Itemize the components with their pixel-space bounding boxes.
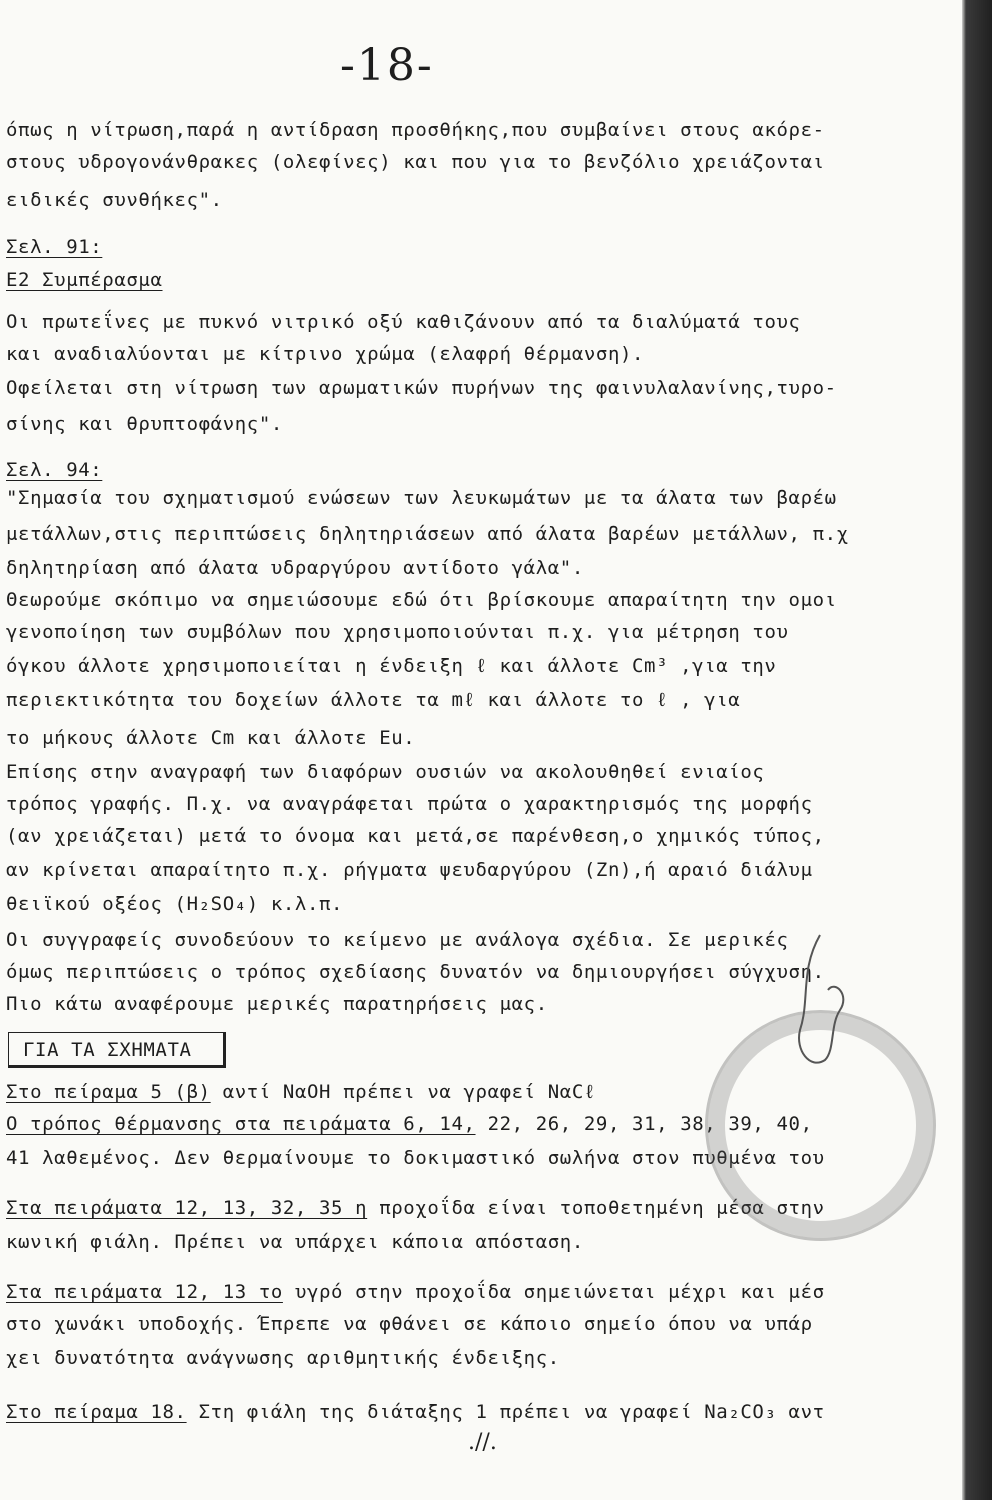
- text-line: "Σημασία του σχηματισμού ενώσεων των λευκωμάτων με τα άλατα των βαρέω: [6, 487, 837, 509]
- text-line: [6, 1400, 825, 1424]
- section-heading-box: [8, 1032, 226, 1068]
- text-line: [6, 1112, 813, 1136]
- text-line: δηλητηρίαση από άλατα υδραργύρου αντίδοτο γάλα".: [6, 557, 584, 579]
- text-line: (αν χρειάζεται) μετά το όνομα και μετά,σε παρένθεση,ο χημικός τύπος,: [6, 825, 825, 847]
- section-heading: ΓΙΑ ΤΑ ΣΧΗΜΑΤΑ: [23, 1039, 192, 1061]
- line-rest: προχοΐδα είναι τοποθετημένη μέσα στην: [367, 1197, 825, 1219]
- binding-edge: [962, 0, 992, 1500]
- underlined-reference: Στο πείραμα 5 (β): [6, 1081, 211, 1103]
- text-line: γενοποίηση των συμβόλων που χρησιμοποιούνται π.χ. για μέτρηση του: [6, 621, 789, 643]
- text-line: Πιο κάτω αναφέρουμε μερικές παρατηρήσεις μας.: [6, 993, 548, 1015]
- text-line: όμως περιπτώσεις ο τρόπος σχεδίασης δυνατόν να δημιουργήσει σύγχυση.: [6, 961, 825, 983]
- text-line: κωνική φιάλη. Πρέπει να υπάρχει κάποια απόσταση.: [6, 1231, 584, 1253]
- handwritten-signature: [780, 930, 860, 1080]
- text-line: θειϊκού οξέος (H₂SO₄) κ.λ.π.: [6, 893, 344, 915]
- text-line: [6, 1280, 825, 1304]
- line-rest: αντί ΝαΟΗ πρέπει να γραφεί ΝαCℓ: [210, 1081, 596, 1103]
- line-rest: Στη φιάλη της διάταξης 1 πρέπει να γραφεί Na₂CO₃ αντ: [186, 1401, 825, 1423]
- text-line: στους υδρογονάνθρακες (ολεφίνες) και που για το βενζόλιο χρειάζονται: [6, 151, 825, 173]
- text-line: Σελ. 91:: [6, 236, 103, 258]
- text-line: Θεωρούμε σκόπιμο να σημειώσουμε εδώ ότι βρίσκουμε απαραίτητη την ομοι: [6, 589, 837, 611]
- text-line: [6, 1080, 596, 1104]
- text-line: αν κρίνεται απαραίτητο π.χ. ρήγματα ψευδαργύρου (Zn),ή αραιό διάλυμ: [6, 859, 813, 881]
- text-line: στο χωνάκι υποδοχής. Έπρεπε να φθάνει σε κάποιο σημείο όπου να υπάρ: [6, 1313, 813, 1335]
- text-line: και αναδιαλύονται με κίτρινο χρώμα (ελαφρή θέρμανση).: [6, 343, 645, 365]
- text-line: περιεκτικότητα του δοχείων άλλοτε τα mℓ και άλλοτε το ℓ , για: [6, 689, 741, 711]
- text-line: Ε2 Συμπέρασμα: [6, 269, 163, 291]
- line-rest: υγρό στην προχοΐδα σημειώνεται μέχρι και μέσ: [282, 1281, 825, 1303]
- underlined-reference: Στα πειράματα 12, 13 το: [6, 1281, 283, 1303]
- text-line: Σελ. 94:: [6, 459, 103, 481]
- text-line: μετάλλων,στις περιπτώσεις δηλητηριάσεων από άλατα βαρέων μετάλλων, π.χ: [6, 523, 849, 545]
- underlined-reference: Στο πείραμα 18.: [6, 1401, 187, 1423]
- line-rest: 22, 26, 29, 31, 38, 39, 40,: [475, 1113, 813, 1135]
- page-number: -18-: [340, 40, 434, 91]
- underlined-reference: Στα πειράματα 12, 13, 32, 35 η: [6, 1197, 368, 1219]
- text-line: Οφείλεται στη νίτρωση των αρωματικών πυρήνων της φαινυλαλανίνης,τυρο-: [6, 377, 837, 399]
- text-line: όγκου άλλοτε χρησιμοποιείται η ένδειξη ℓ και άλλοτε Cm³ ,για την: [6, 655, 777, 677]
- text-line: όπως η νίτρωση,παρά η αντίδραση προσθήκης,που συμβαίνει στους ακόρε-: [6, 119, 825, 141]
- text-line: Οι πρωτεΐνες με πυκνό νιτρικό οξύ καθιζάνουν από τα διαλύματά τους: [6, 311, 801, 333]
- text-line: σίνης και θρυπτοφάνης".: [6, 413, 283, 435]
- text-line: Οι συγγραφείς συνοδεύουν το κείμενο με ανάλογα σχέδια. Σε μερικές: [6, 929, 789, 951]
- page-footer-mark: .//.: [468, 1430, 497, 1455]
- text-line: ειδικές συνθήκες".: [6, 189, 223, 211]
- text-line: Επίσης στην αναγραφή των διαφόρων ουσιών να ακολουθηθεί ενιαίος: [6, 761, 765, 783]
- text-line: 41 λαθεμένος. Δεν θερμαίνουμε το δοκιμαστικό σωλήνα στον πυθμένα του: [6, 1147, 825, 1169]
- text-line: χει δυνατότητα ανάγνωσης αριθμητικής ένδειξης.: [6, 1347, 560, 1369]
- text-line: [6, 1196, 825, 1220]
- underlined-reference: Ο τρόπος θέρμανσης στα πειράματα 6, 14,: [6, 1113, 476, 1135]
- text-line: το μήκους άλλοτε Cm και άλλοτε Εu.: [6, 727, 416, 749]
- text-line: τρόπος γραφής. Π.χ. να αναγράφεται πρώτα ο χαρακτηρισμός της μορφής: [6, 793, 813, 815]
